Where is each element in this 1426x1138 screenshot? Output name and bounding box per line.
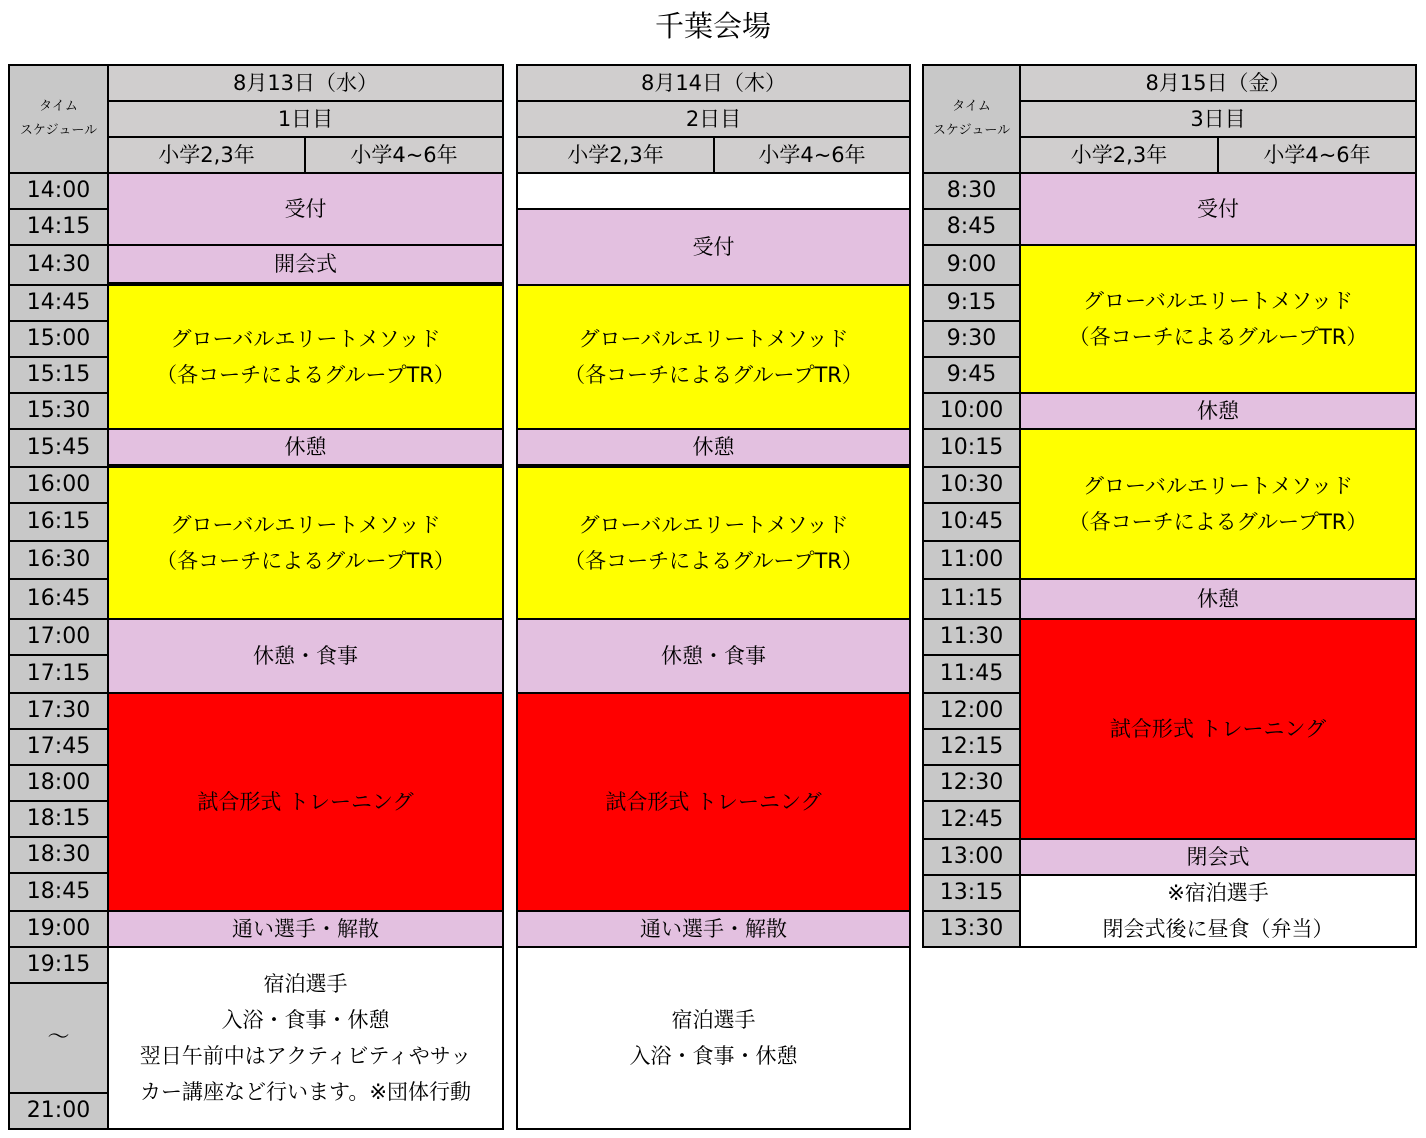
reception-block: 受付	[107, 172, 504, 246]
time-cell: ～	[8, 982, 109, 1094]
overnight-block: 宿泊選手 入浴・食事・休憩 翌日午前中はアクティビティやサッ カー講座など行います。※団体行動	[107, 946, 504, 1130]
time-cell: 19:15	[8, 946, 109, 984]
time-cell: 16:00	[8, 466, 109, 504]
time-cell: 8:45	[922, 208, 1021, 246]
time-cell: 14:45	[8, 284, 109, 322]
time-cell: 9:00	[922, 244, 1021, 286]
time-cell: 17:30	[8, 692, 109, 730]
time-cell: 10:30	[922, 466, 1021, 504]
time-cell: 13:30	[922, 910, 1021, 948]
group-header-lower: 小学2,3年	[107, 136, 306, 174]
time-cell: 16:45	[8, 578, 109, 620]
time-cell: 10:00	[922, 392, 1021, 430]
time-cell: 17:15	[8, 654, 109, 694]
time-cell: 16:30	[8, 540, 109, 580]
date-header: 8月13日（水）	[107, 64, 504, 102]
date-header: 8月15日（金）	[1019, 64, 1417, 102]
time-cell: 16:15	[8, 502, 109, 542]
time-cell: 11:45	[922, 654, 1021, 694]
time-cell: 17:45	[8, 728, 109, 766]
time-cell: 14:30	[8, 244, 109, 286]
time-cell: 19:00	[8, 910, 109, 948]
date-header: 8月14日（木）	[516, 64, 911, 102]
reception-block: 受付	[1019, 172, 1417, 246]
group-header-upper: 小学4~6年	[1217, 136, 1417, 174]
time-cell: 12:45	[922, 800, 1021, 840]
time-cell: 18:15	[8, 800, 109, 838]
time-cell: 9:30	[922, 320, 1021, 358]
time-cell: 13:15	[922, 874, 1021, 912]
time-cell: 15:45	[8, 428, 109, 468]
time-cell: 14:15	[8, 208, 109, 246]
opening-ceremony-block: 開会式	[107, 244, 504, 284]
empty-slot	[516, 172, 911, 210]
time-cell: 12:30	[922, 764, 1021, 802]
break-block: 休憩	[107, 428, 504, 466]
time-header: タイム スケジュール	[922, 64, 1021, 174]
time-cell: 12:15	[922, 728, 1021, 766]
group-header-upper: 小学4~6年	[304, 136, 504, 174]
time-cell: 9:45	[922, 356, 1021, 394]
time-cell: 15:15	[8, 356, 109, 394]
page-title: 千葉会場	[654, 9, 771, 43]
match-training-block: 試合形式 トレーニング	[516, 692, 911, 912]
group-training-block: グローバルエリートメソッド （各コーチによるグループTR）	[1019, 244, 1417, 394]
time-cell: 10:15	[922, 428, 1021, 468]
meal-break-block: 休憩・食事	[516, 618, 911, 694]
group-header-lower: 小学2,3年	[516, 136, 715, 174]
time-cell: 11:00	[922, 540, 1021, 580]
time-cell: 18:00	[8, 764, 109, 802]
time-cell: 11:30	[922, 618, 1021, 656]
time-cell: 15:00	[8, 320, 109, 358]
group-training-block: グローバルエリートメソッド （各コーチによるグループTR）	[107, 466, 504, 620]
day-header: 2日目	[516, 100, 911, 138]
time-cell: 15:30	[8, 392, 109, 430]
break-block: 休憩	[1019, 578, 1417, 620]
time-header: タイム スケジュール	[8, 64, 109, 174]
reception-block: 受付	[516, 208, 911, 286]
match-training-block: 試合形式 トレーニング	[1019, 618, 1417, 840]
group-training-block: グローバルエリートメソッド （各コーチによるグループTR）	[107, 284, 504, 430]
group-training-block: グローバルエリートメソッド （各コーチによるグループTR）	[1019, 428, 1417, 580]
note-block: ※宿泊選手 閉会式後に昼食（弁当）	[1019, 874, 1417, 948]
time-cell: 12:00	[922, 692, 1021, 730]
dismissal-block: 通い選手・解散	[107, 910, 504, 948]
time-cell: 18:30	[8, 836, 109, 874]
closing-ceremony-block: 閉会式	[1019, 838, 1417, 876]
group-header-lower: 小学2,3年	[1019, 136, 1219, 174]
time-cell: 14:00	[8, 172, 109, 210]
day-header: 3日目	[1019, 100, 1417, 138]
time-cell: 17:00	[8, 618, 109, 656]
match-training-block: 試合形式 トレーニング	[107, 692, 504, 912]
time-cell: 18:45	[8, 872, 109, 912]
time-cell: 9:15	[922, 284, 1021, 322]
time-cell: 11:15	[922, 578, 1021, 620]
time-cell: 13:00	[922, 838, 1021, 876]
break-block: 休憩	[1019, 392, 1417, 430]
group-training-block: グローバルエリートメソッド （各コーチによるグループTR）	[516, 466, 911, 620]
break-block: 休憩	[516, 428, 911, 466]
group-training-block: グローバルエリートメソッド （各コーチによるグループTR）	[516, 284, 911, 430]
time-cell: 8:30	[922, 172, 1021, 210]
time-cell: 10:45	[922, 502, 1021, 542]
dismissal-block: 通い選手・解散	[516, 910, 911, 948]
overnight-block: 宿泊選手 入浴・食事・休憩	[516, 946, 911, 1130]
day-header: 1日目	[107, 100, 504, 138]
meal-break-block: 休憩・食事	[107, 618, 504, 694]
group-header-upper: 小学4~6年	[713, 136, 911, 174]
time-cell: 21:00	[8, 1092, 109, 1130]
